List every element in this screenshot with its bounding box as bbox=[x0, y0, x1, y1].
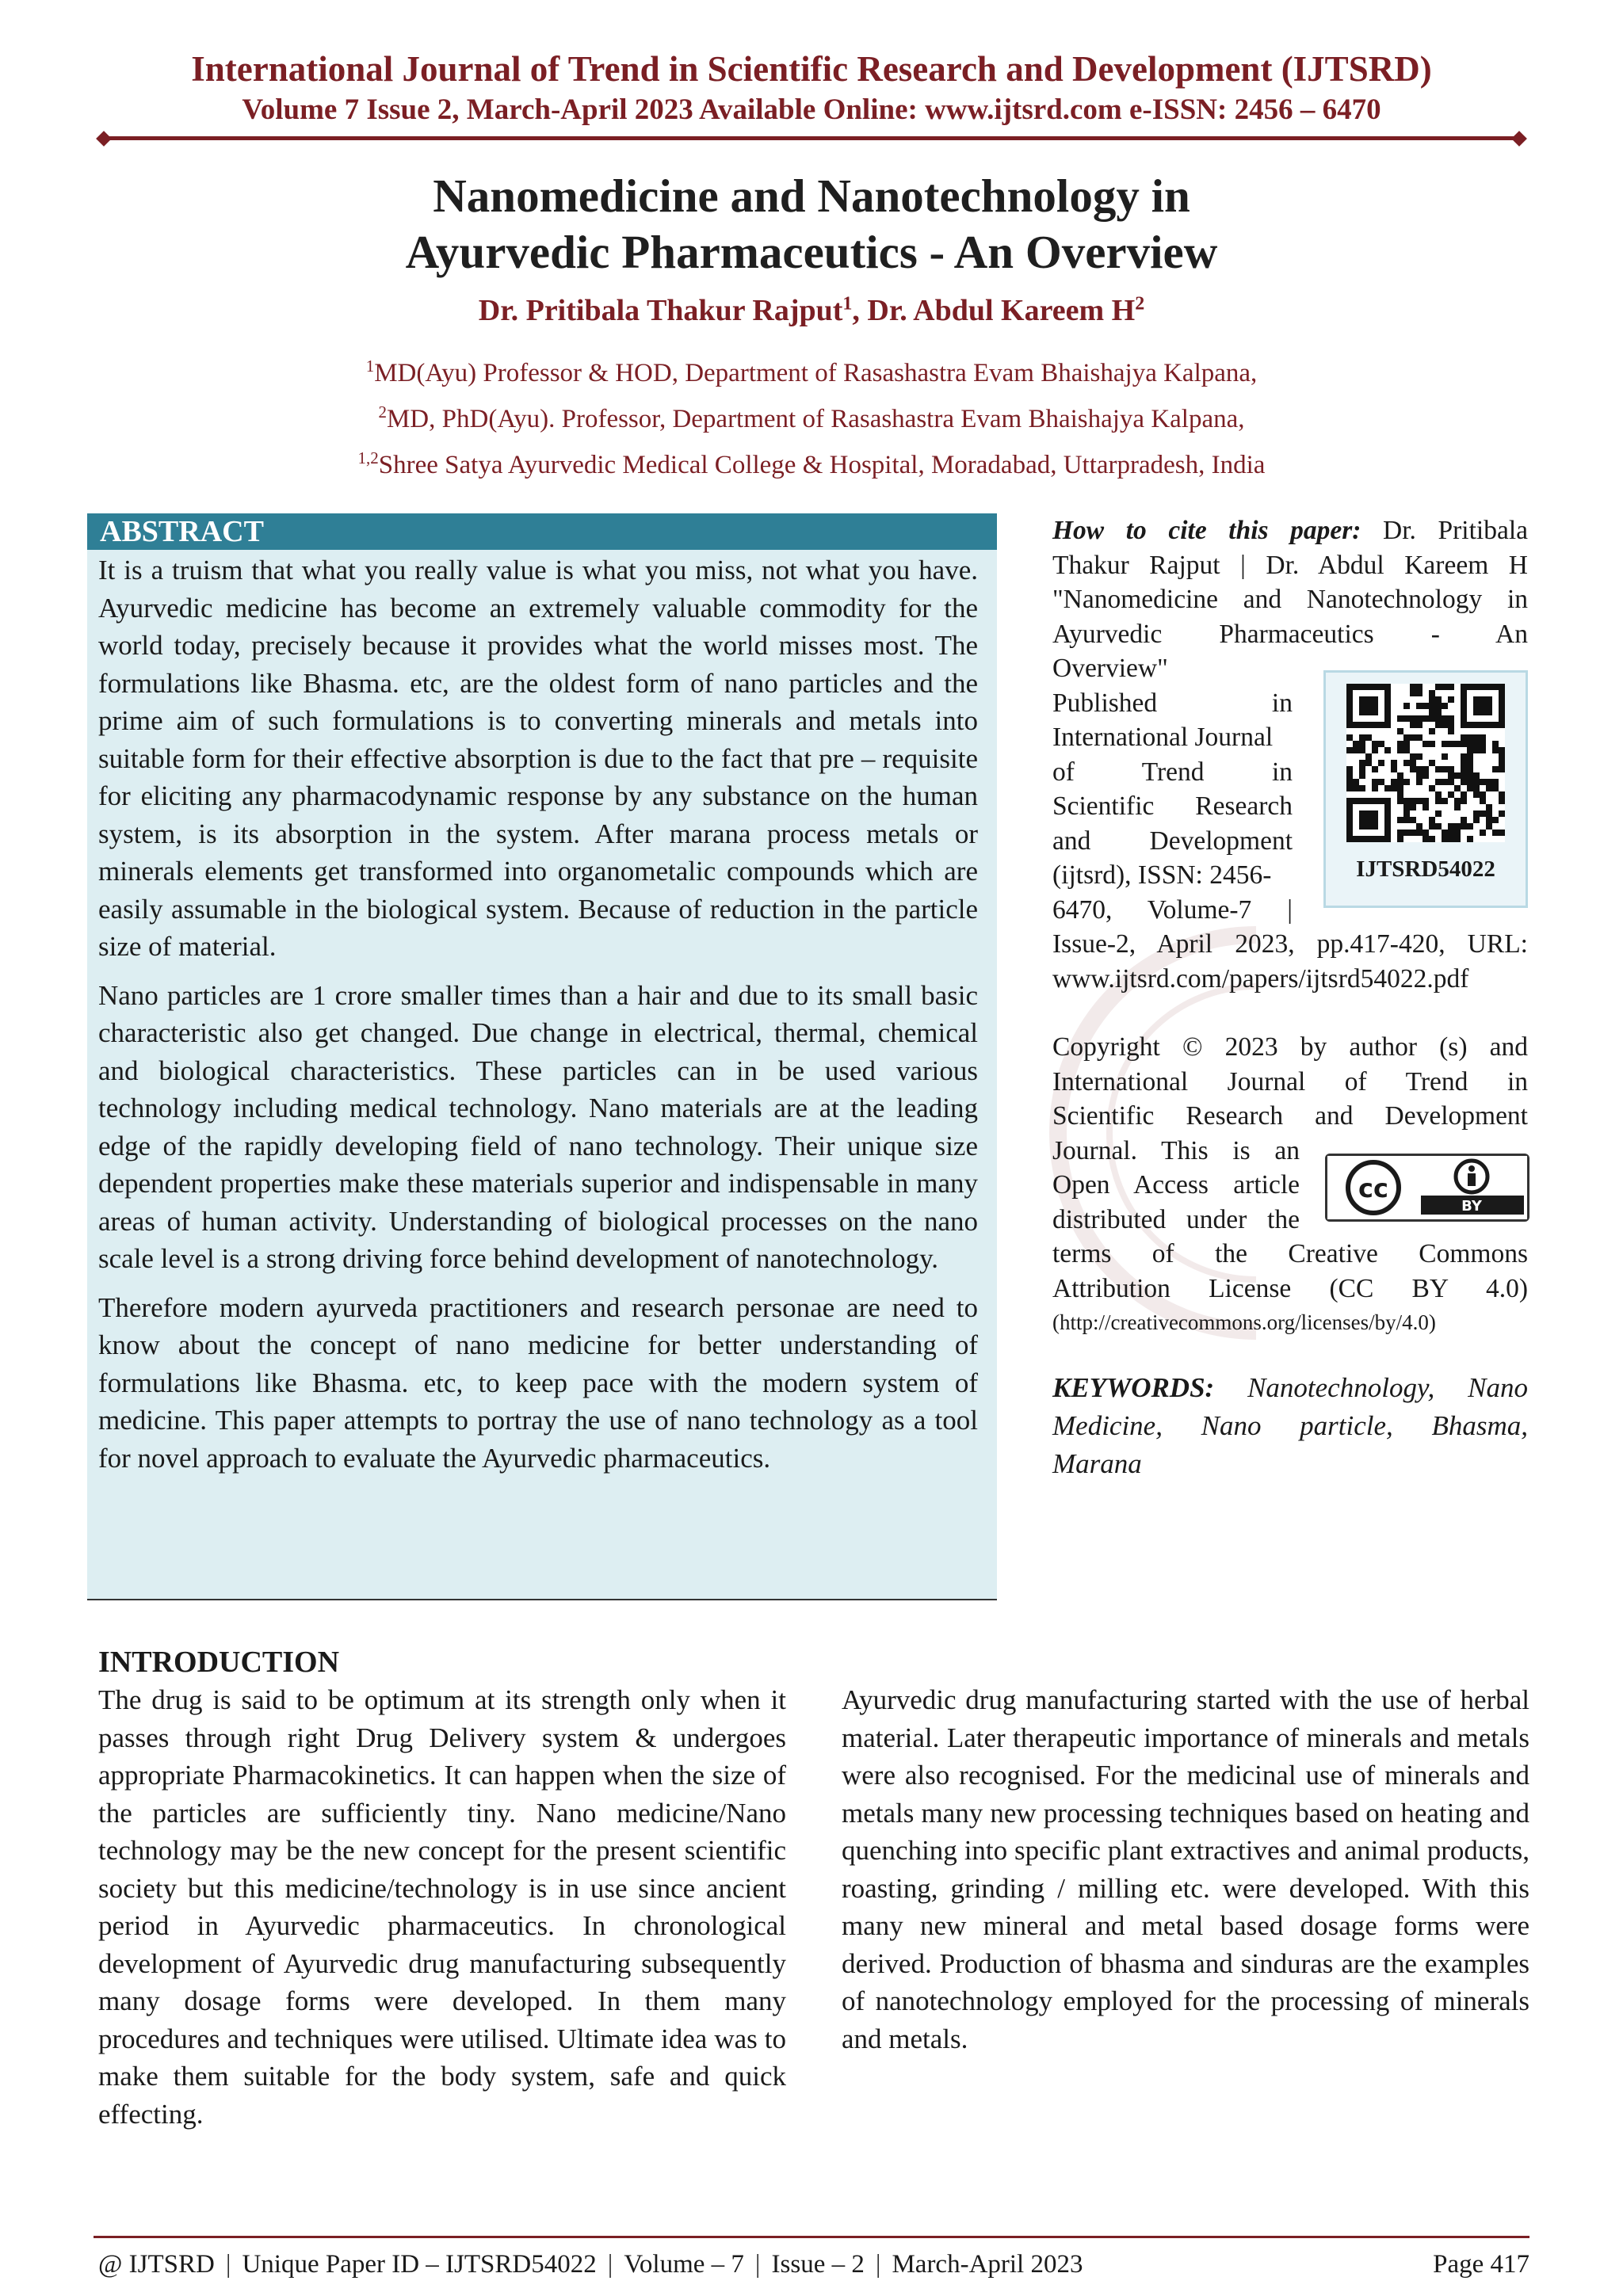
citation-label: How to cite this paper: bbox=[1052, 516, 1361, 545]
keywords-label: KEYWORDS: bbox=[1052, 1372, 1215, 1403]
affiliation-3-sup: 1,2 bbox=[357, 448, 379, 467]
footer-divider bbox=[94, 2236, 1529, 2238]
cc-by-license-badge[interactable] bbox=[1325, 1154, 1529, 1222]
citation-narrow-line: Scientific Research bbox=[1052, 791, 1293, 821]
citation-url[interactable]: www.ijtsrd.com/papers/ijtsrd54022.pdf bbox=[1052, 963, 1469, 994]
copyright-narrow-line: Journal. This is an bbox=[1052, 1135, 1300, 1165]
copyright-line-4: terms of the Creative Commons bbox=[1052, 1239, 1528, 1268]
copyright-line-1: Copyright © 2023 by author (s) and bbox=[1052, 1032, 1528, 1062]
footer-item: @ IJTSRD bbox=[98, 2250, 215, 2279]
affiliation-1-sup: 1 bbox=[365, 357, 375, 376]
page-number: Page 417 bbox=[1433, 2250, 1529, 2279]
divider-diamond-left bbox=[96, 131, 112, 147]
creative-commons-icon bbox=[1327, 1156, 1527, 1219]
affiliation-3 bbox=[0, 439, 1623, 485]
journal-info: Volume 7 Issue 2, March-April 2023 Available Online: www.ijtsrd.com e-ISSN: 2456 – 6470 bbox=[242, 93, 1381, 126]
qr-code-icon[interactable] bbox=[1346, 684, 1505, 842]
paper-title-line2: Ayurvedic Pharmaceutics - An Overview bbox=[405, 225, 1218, 278]
qr-code-box bbox=[1323, 670, 1528, 908]
keywords bbox=[1052, 1369, 1528, 1483]
citation-narrow-line: 6470, Volume-7 | bbox=[1052, 894, 1293, 925]
introduction-right-column: Ayurvedic drug manufacturing started with the use of herbal material. Later therapeutic importance of minerals and metals were also recognised. For the medicinal use of minerals and metals many new processing techniques based on heating and quenching into specific plant extractives and animal products, roasting, grinding / milling etc. were developed. With this many new mineral and metal based dosage forms were derived. Production of bhasma and sinduras are the examples of nanotechnology employed for the processing of minerals and metals. bbox=[842, 1684, 1529, 2054]
author-1-sup: 1 bbox=[842, 293, 853, 315]
by-label: BY bbox=[1461, 1198, 1482, 1215]
footer: @ IJTSRD | Unique Paper ID – IJTSRD54022 | Volume – 7 | Issue – 2 | March-April 2023 bbox=[98, 2250, 1083, 2279]
citation-narrow-line: (ijtsrd), ISSN: 2456- bbox=[1052, 860, 1272, 890]
qr-code-label: IJTSRD54022 bbox=[1356, 856, 1495, 882]
introduction-left-column: The drug is said to be optimum at its strength only when it passes through right Drug Delivery system & undergoes appropriate Pharmacokinetics. It can happen when the size of the particles are sufficiently tiny. Nano medicine/Nano technology may be the new concept for the present scientific society but this medicine/technology is in use since ancient period in Ayurvedic pharmaceutics. In chronological development of Ayurvedic drug manufacturing subsequently many dosage forms were developed. In them many procedures and techniques were utilised. Ultimate idea was to make them suitable for the body system, safe and quick effecting. bbox=[98, 1684, 786, 2130]
abstract-heading: ABSTRACT bbox=[87, 513, 997, 550]
journal-title: International Journal of Trend in Scientific Research and Development (IJTSRD) bbox=[191, 49, 1432, 89]
footer-item: Unique Paper ID – IJTSRD54022 bbox=[242, 2250, 597, 2279]
citation-line-3: "Nanomedicine and Nanotechnology in bbox=[1052, 585, 1528, 614]
author-2-sup: 2 bbox=[1135, 293, 1145, 315]
author-2: Dr. Abdul Kareem H bbox=[867, 294, 1136, 327]
header-divider bbox=[103, 136, 1520, 140]
footer-item: Issue – 2 bbox=[771, 2250, 865, 2279]
copyright-line-5: Attribution License (CC BY 4.0) bbox=[1052, 1273, 1528, 1303]
citation-narrow-line: and Development bbox=[1052, 826, 1293, 856]
footer-item: March-April 2023 bbox=[892, 2250, 1083, 2279]
citation-narrow-line: International Journal bbox=[1052, 723, 1274, 752]
copyright-narrow-line: distributed under the bbox=[1052, 1204, 1300, 1234]
affiliation-2 bbox=[0, 393, 1623, 439]
author-1: Dr. Pritibala Thakur Rajput bbox=[478, 294, 843, 327]
abstract-box bbox=[87, 513, 997, 1600]
abstract-body bbox=[98, 551, 978, 1488]
affiliation-2-sup: 2 bbox=[378, 402, 387, 421]
paper-title-line1: Nanomedicine and Nanotechnology in bbox=[433, 170, 1190, 222]
affiliation-1-text: MD(Ayu) Professor & HOD, Department of Rasashastra Evam Bhaishajya Kalpana, bbox=[374, 359, 1258, 387]
citation-narrow-line: Published in bbox=[1052, 688, 1293, 718]
license-url[interactable]: (http://creativecommons.org/licenses/by/4.0) bbox=[1052, 1310, 1436, 1334]
keywords-text: Nanotechnology, Nano Medicine, Nano particle, Bhasma, Marana bbox=[1052, 1372, 1528, 1479]
abstract-paragraph-3: Therefore modern ayurveda practitioners and research personae are need to know about the concept of nano medicine for better understanding of formulations like Bhasma. etc, to keep pace with the modern system of medicine. This paper attempts to portray the use of nano technology as a tool for novel approach to evaluate the Ayurvedic pharmaceutics. bbox=[98, 1291, 978, 1474]
copyright-line-3: Scientific Research and Development bbox=[1052, 1101, 1528, 1131]
abstract-paragraph-1: It is a truism that what you really value is what you miss, not what you have. Ayurvedic medicine has become an extremely valuable commodity for the world today, precisely because it provides what the world misses most. The formulations like Bhasma. etc, are the oldest form of nano particles and the prime aim of such formulations is to converting minerals and metals into suitable form for their effective absorption is due to the fact that pre – requisite for eliciting any pharmacodynamic response by any substance on the human system, is its absorption in the system. After marana process metals or minerals elements get transformed into organometalic compounds which are easily assumable in the biological system. Because of reduction in the particle size of material. bbox=[98, 555, 978, 962]
footer-item: Volume – 7 bbox=[624, 2250, 744, 2279]
affiliations bbox=[0, 347, 1623, 485]
divider-diamond-right bbox=[1511, 131, 1527, 147]
citation-line-1-text: Dr. Pritibala bbox=[1383, 516, 1529, 545]
citation-line-2: Thakur Rajput | Dr. Abdul Kareem H bbox=[1052, 550, 1528, 580]
citation-narrow-line: of Trend in bbox=[1052, 757, 1293, 787]
citation-line-4: Ayurvedic Pharmaceutics - An bbox=[1052, 619, 1528, 649]
citation-line-1 bbox=[1052, 513, 1528, 548]
copyright-narrow-line: Open Access article bbox=[1052, 1170, 1300, 1199]
cc-glyph: cc bbox=[1358, 1173, 1388, 1203]
affiliation-1 bbox=[0, 347, 1623, 393]
copyright-line-2: International Journal of Trend in bbox=[1052, 1066, 1528, 1097]
author-list bbox=[0, 293, 1623, 328]
author-separator: , bbox=[852, 294, 868, 327]
affiliation-2-text: MD, PhD(Ayu). Professor, Department of Rasashastra Evam Bhaishajya Kalpana, bbox=[386, 405, 1245, 433]
introduction-heading: INTRODUCTION bbox=[98, 1646, 340, 1679]
affiliation-3-text: Shree Satya Ayurvedic Medical College & Hospital, Moradabad, Uttarpradesh, India bbox=[378, 451, 1266, 479]
citation-line-5: Overview" bbox=[1052, 654, 1168, 683]
citation-issue-line: Issue-2, April 2023, pp.417-420, URL: bbox=[1052, 929, 1528, 959]
paper-title bbox=[0, 168, 1623, 280]
abstract-paragraph-2: Nano particles are 1 crore smaller times than a hair and due to its small basic characteristic also get changed. Due change in electrical, thermal, chemical and biological characteristics. These particles can in be used various technology including medical technology. Nano materials are at the leading edge of the rapidly developing field of nano technology. Their unique size dependent properties make these materials superior and indispensable in many areas of human activity. Understanding of biological processes on the nano scale level is a strong driving force behind development of nanotechnology. bbox=[98, 979, 978, 1274]
